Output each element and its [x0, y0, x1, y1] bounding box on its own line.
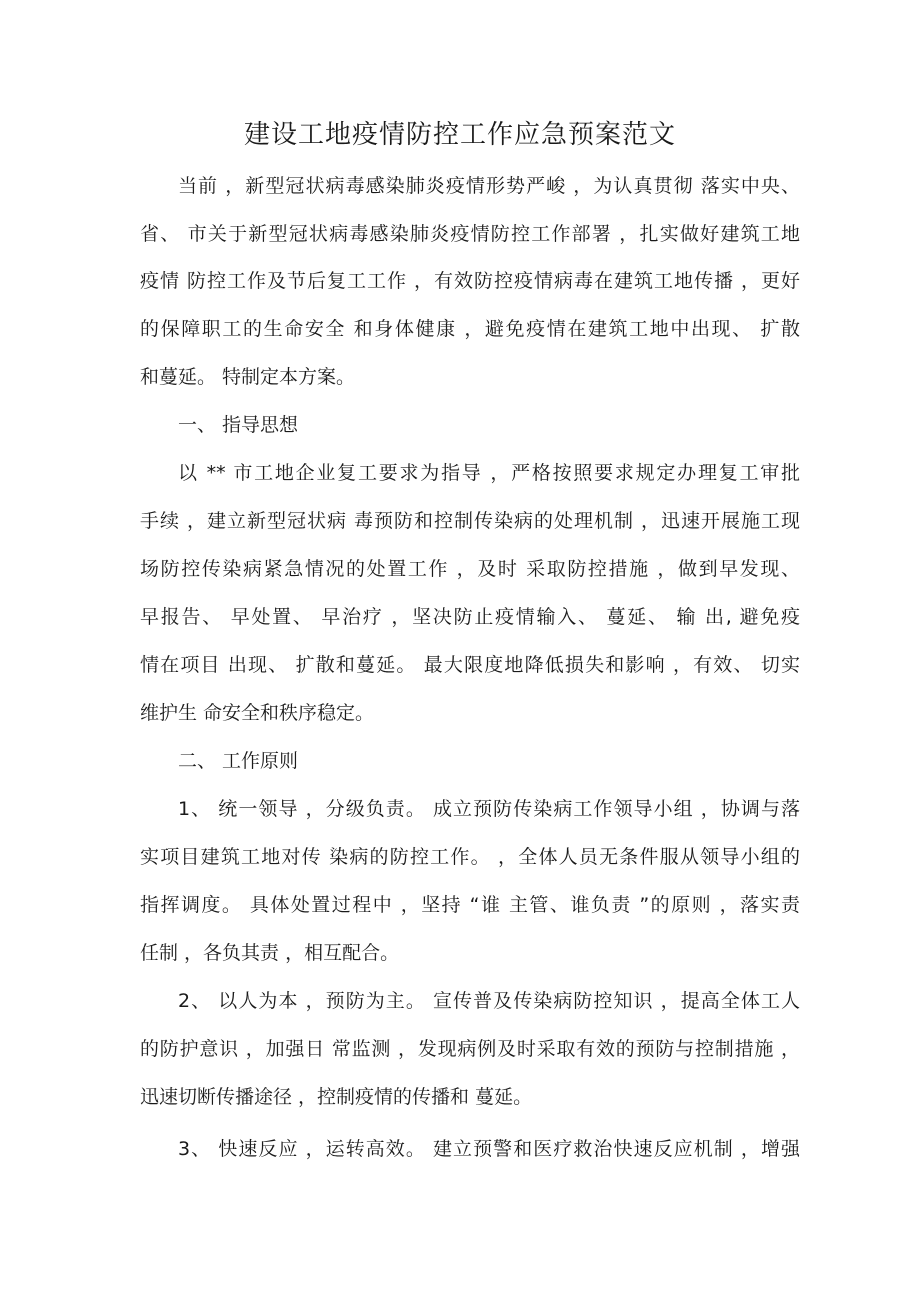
- paragraph-line: 以 ** 市工地企业复工要求为指导 ，严格按照要求规定办理复工审批: [178, 462, 800, 484]
- paragraph-line: 2、 以人为本 ，预防为主。 宣传普及传染病防控知识 ，提高全体工人: [178, 990, 800, 1012]
- paragraph-line: 场防控传染病紧急情况的处置工作 ，及时 采取防控措施 ，做到早发现、: [140, 558, 800, 580]
- paragraph-line: 任制 ，各负其责 ，相互配合。: [140, 942, 400, 964]
- document-title: 建设工地疫情防控工作应急预案范文: [243, 120, 676, 150]
- paragraph-line: 指挥调度。 具体处置过程中 ，坚持 “谁 主管、谁负责 ”的原则 ，落实责: [140, 894, 800, 916]
- paragraph-line: 3、 快速反应 ，运转高效。 建立预警和医疗救治快速反应机制 ，增强: [178, 1138, 800, 1160]
- paragraph-line: 迅速切断传播途径 ，控制疫情的传播和 蔓延。: [140, 1086, 533, 1108]
- paragraph-line: 的保障职工的生命安全 和身体健康 ，避免疫情在建筑工地中出现、 扩散: [140, 318, 800, 340]
- paragraph-line: 的防护意识 ，加强日 常监测 ，发现病例及时采取有效的预防与控制措施 ，: [140, 1038, 800, 1060]
- paragraph-line: 和蔓延。 特制定本方案。: [140, 366, 356, 388]
- paragraph-line: 实项目建筑工地对传 染病的防控工作。 ，全体人员无条件服从领导小组的: [140, 846, 800, 868]
- paragraph-line: 省、 市关于新型冠状病毒感染肺炎疫情防控工作部署 ，扎实做好建筑工地: [140, 223, 800, 245]
- paragraph-line: 早报告、 早处置、 早治疗 ，坚决防止疫情输入、 蔓延、 输 出, 避免疫: [140, 606, 800, 628]
- paragraph-line: 手续 ，建立新型冠状病 毒预防和控制传染病的处理机制 ，迅速开展施工现: [140, 510, 800, 532]
- section-heading: 一、 指导思想: [178, 414, 299, 436]
- paragraph-line: 疫情 防控工作及节后复工工作 ，有效防控疫情病毒在建筑工地传播 ，更好: [140, 270, 800, 292]
- section-heading: 二、 工作原则: [178, 750, 299, 772]
- paragraph-line: 当前 ，新型冠状病毒感染肺炎疫情形势严峻 ，为认真贯彻 落实中央、: [178, 175, 800, 197]
- paragraph-line: 1、 统一领导 ，分级负责。 成立预防传染病工作领导小组 ，协调与落: [178, 798, 800, 820]
- paragraph-line: 维护生 命安全和秩序稳定。: [140, 702, 375, 724]
- paragraph-line: 情在项目 出现、 扩散和蔓延。 最大限度地降低损失和影响 ，有效、 切实: [140, 654, 800, 676]
